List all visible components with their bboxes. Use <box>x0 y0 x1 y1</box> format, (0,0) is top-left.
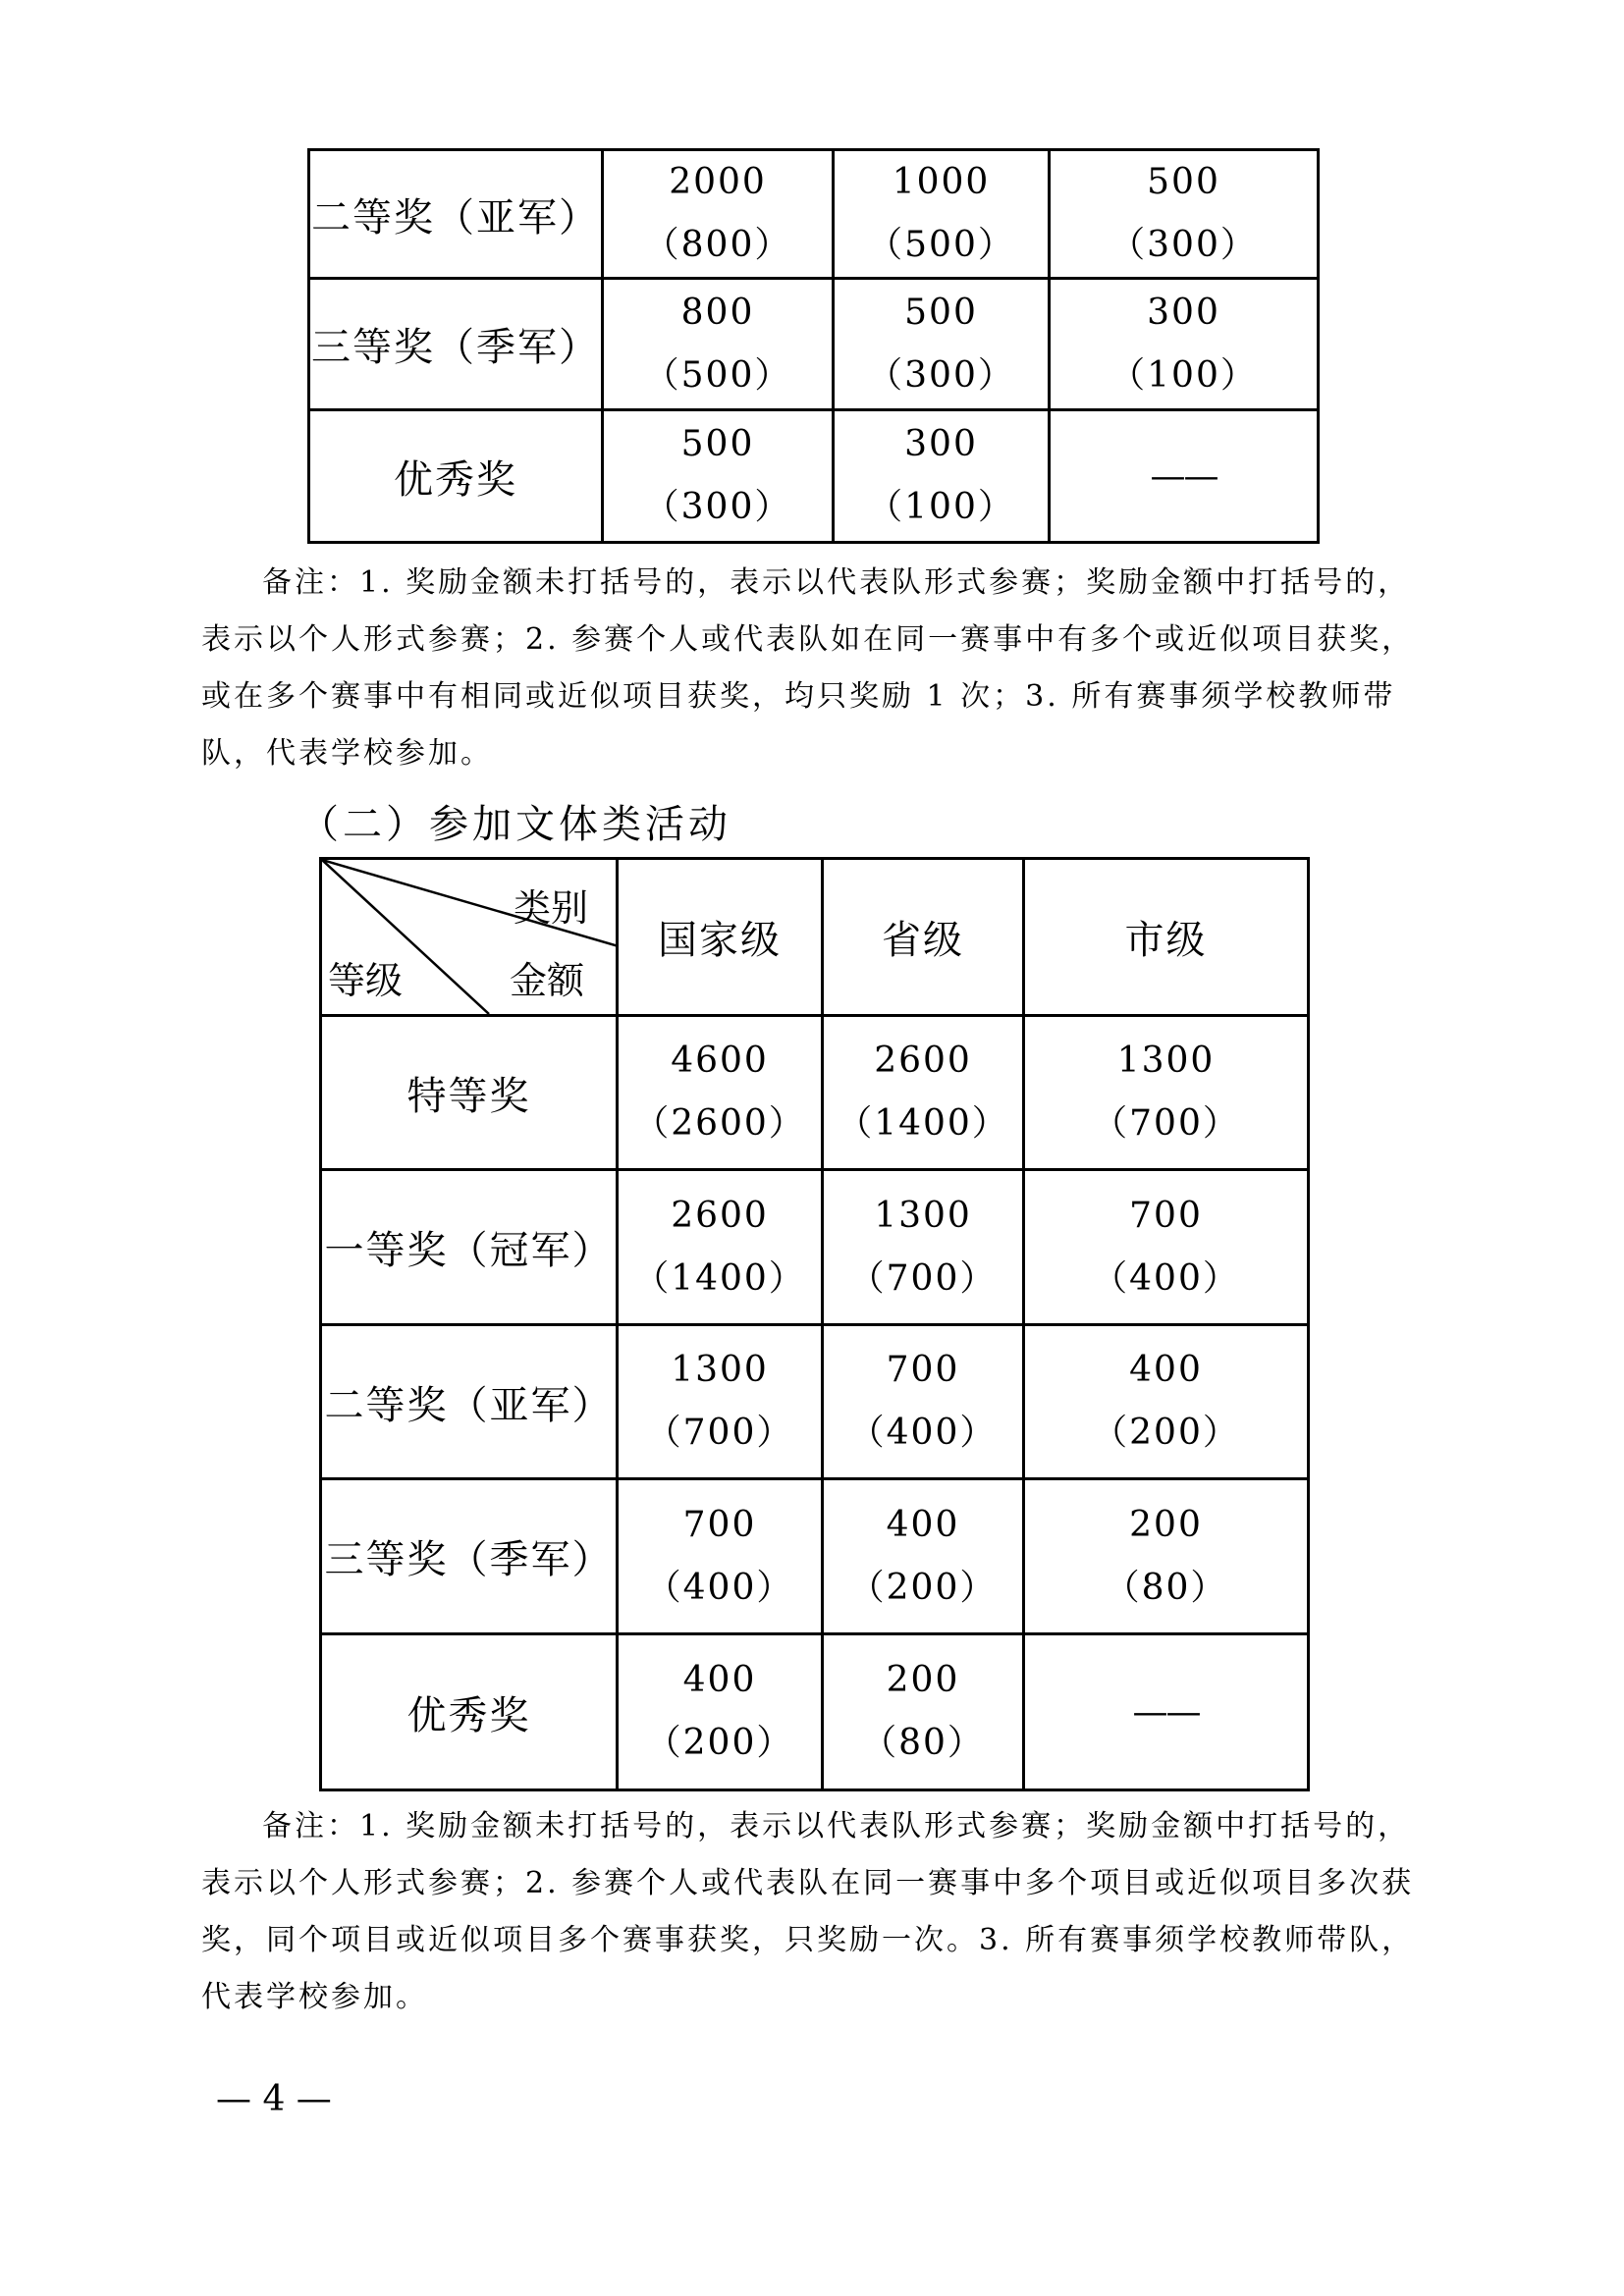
page-number: — 4 — <box>216 2079 332 2119</box>
amount-cell <box>618 1170 823 1325</box>
individual-amount: （200） <box>1092 1413 1240 1453</box>
individual-amount: （500） <box>867 225 1015 265</box>
amount-cell <box>1050 279 1319 410</box>
table-row <box>321 1325 1309 1479</box>
note-2-text: 备注：1. 奖励金额未打括号的，表示以代表队形式参赛；奖励金额中打括号的，表示以个人形式参赛；2. 参赛个人或代表队在同一赛事中多个项目或近似项目多次获奖，同个项目或近似项目多个赛事获奖，只奖励一次。3. 所有赛事须学校教师带队，代表学校参加。 <box>201 1809 1415 2014</box>
team-amount: 4600 <box>671 1041 769 1081</box>
corner-category-label: 类别 <box>513 886 588 930</box>
individual-amount: （300） <box>1110 225 1258 265</box>
amount-cell <box>1024 1170 1309 1325</box>
note-1-text: 备注：1. 奖励金额未打括号的，表示以代表队形式参赛；奖励金额中打括号的，表示以个人形式参赛；2. 参赛个人或代表队如在同一赛事中有多个或近似项目获奖，或在多个赛事中有相同或近似项目获奖，均只奖励 1 次；3. 所有赛事须学校教师带队，代表学校参加。 <box>201 565 1415 771</box>
table-row <box>321 1016 1309 1170</box>
individual-amount: （800） <box>643 225 792 265</box>
amount-cell <box>618 1634 823 1790</box>
individual-amount: （80） <box>1104 1567 1228 1608</box>
amount-cell <box>823 1016 1024 1170</box>
individual-amount: （1400） <box>633 1257 806 1299</box>
individual-amount: （700） <box>1092 1103 1240 1144</box>
team-amount: 300 <box>904 424 978 464</box>
individual-amount: （2600） <box>633 1103 806 1144</box>
note-2 <box>201 1798 1429 2026</box>
header-city: 市级 <box>1024 859 1309 1016</box>
amount-cell <box>823 1170 1024 1325</box>
team-amount: 1300 <box>1116 1041 1216 1081</box>
individual-amount: （700） <box>848 1257 998 1299</box>
corner-level-label: 等级 <box>328 959 404 1002</box>
team-amount: 500 <box>904 292 978 333</box>
amount-cell <box>1024 1325 1309 1479</box>
individual-amount: （300） <box>643 487 792 527</box>
team-amount: 500 <box>680 424 755 464</box>
row-label: 一等奖（冠军） <box>321 1170 618 1325</box>
team-amount: 700 <box>1129 1195 1203 1236</box>
team-amount: 2600 <box>671 1195 769 1236</box>
team-amount: 400 <box>1129 1350 1203 1390</box>
team-amount: 2000 <box>669 162 767 202</box>
amount-cell <box>1050 150 1319 279</box>
row-label: 优秀奖 <box>321 1634 618 1790</box>
individual-amount: （1400） <box>837 1103 1009 1144</box>
individual-amount: （700） <box>645 1413 794 1453</box>
amount-cell <box>603 150 834 279</box>
amount-cell <box>1024 1479 1309 1634</box>
individual-amount: （200） <box>848 1567 998 1608</box>
individual-amount: （500） <box>643 354 792 396</box>
team-amount: 400 <box>886 1504 960 1545</box>
row-label: 特等奖 <box>321 1016 618 1170</box>
team-amount: 200 <box>1129 1504 1203 1545</box>
table-row <box>309 150 1319 279</box>
individual-amount: （100） <box>867 487 1015 527</box>
corner-header-cell <box>321 859 618 1016</box>
amount-cell <box>1024 1016 1309 1170</box>
team-amount: 400 <box>682 1660 757 1700</box>
individual-amount: （400） <box>645 1567 794 1608</box>
team-amount: 700 <box>886 1350 960 1390</box>
award-table-2 <box>319 857 1310 1791</box>
individual-amount: （200） <box>645 1723 794 1763</box>
amount-cell <box>1050 410 1319 543</box>
row-label: 三等奖（季军） <box>309 279 603 410</box>
team-amount: 1300 <box>874 1195 972 1236</box>
individual-amount: （300） <box>867 354 1015 396</box>
amount-cell <box>603 410 834 543</box>
amount-cell <box>823 1634 1024 1790</box>
table-row <box>309 279 1319 410</box>
table-row <box>321 1479 1309 1634</box>
amount-cell <box>603 279 834 410</box>
table-row <box>321 1170 1309 1325</box>
team-amount: —— <box>1150 455 1218 497</box>
team-amount: 700 <box>682 1504 757 1545</box>
team-amount: 1000 <box>892 162 991 202</box>
amount-cell <box>834 410 1050 543</box>
amount-cell <box>618 1016 823 1170</box>
amount-cell <box>618 1479 823 1634</box>
amount-cell <box>823 1325 1024 1479</box>
team-amount: 800 <box>680 292 755 333</box>
amount-cell <box>834 150 1050 279</box>
amount-cell <box>1024 1634 1309 1790</box>
amount-cell <box>834 279 1050 410</box>
individual-amount: （400） <box>848 1413 998 1453</box>
note-1 <box>201 555 1429 782</box>
row-label: 三等奖（季军） <box>321 1479 618 1634</box>
individual-amount: （80） <box>861 1723 985 1763</box>
table-row <box>321 1634 1309 1790</box>
team-amount: 1300 <box>671 1350 769 1390</box>
team-amount: 500 <box>1147 162 1220 202</box>
row-label: 二等奖（亚军） <box>321 1325 618 1479</box>
section-2-title: （二）参加文体类活动 <box>299 802 731 847</box>
award-table-1 <box>307 148 1320 544</box>
team-amount: 300 <box>1147 292 1220 333</box>
amount-cell <box>823 1479 1024 1634</box>
corner-amount-label: 金额 <box>509 959 584 1002</box>
amount-cell <box>618 1325 823 1479</box>
row-label: 优秀奖 <box>309 410 603 543</box>
row-label: 二等奖（亚军） <box>309 150 603 279</box>
team-amount: 200 <box>886 1660 960 1700</box>
team-amount: 2600 <box>874 1041 972 1081</box>
header-provincial: 省级 <box>823 859 1024 1016</box>
team-amount: —— <box>1132 1691 1200 1733</box>
table-row <box>309 410 1319 543</box>
individual-amount: （400） <box>1092 1257 1240 1299</box>
header-national: 国家级 <box>618 859 823 1016</box>
individual-amount: （100） <box>1110 354 1258 396</box>
